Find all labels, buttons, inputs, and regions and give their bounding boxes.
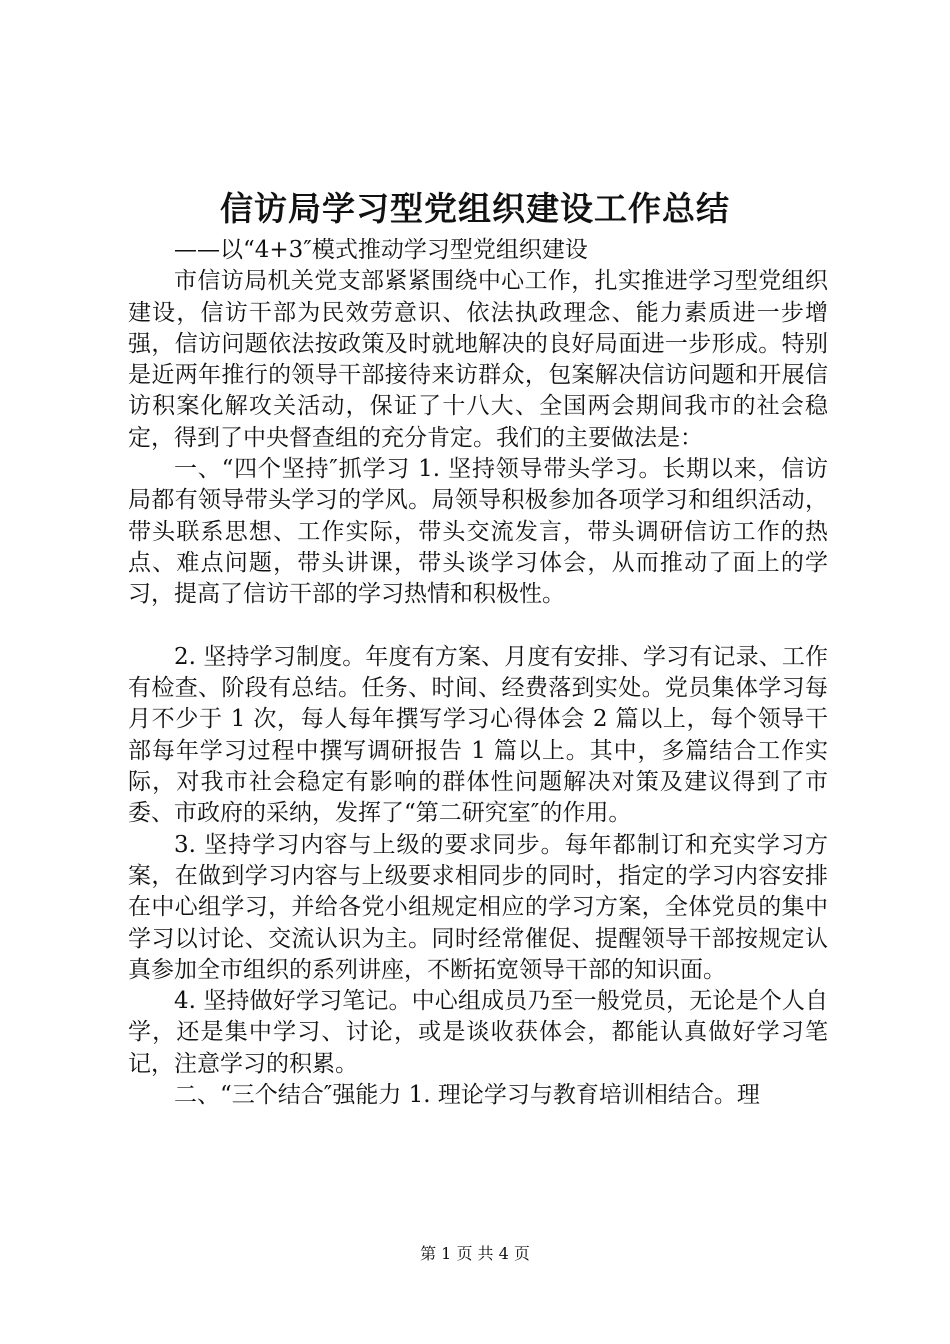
paragraph-section-one: 一、“四个坚持″抓学习 1. 坚持领导带头学习。长期以来，信访局都有领导带头学习的学风。局领导积极参加各项学习和组织活动，带头联系思想、工作实际，带头交流发言，带头调研信访工作的热点、难点问题，带头讲课，带头谈学习体会，从而推动了面上的学习，提高了信访干部的学习热情和积极性。 [128,456,828,608]
paragraph-section-two: 二、“三个结合″强能力 1. 理论学习与教育培训相结合。理 [174,1082,760,1109]
subtitle: ——以“4+3″模式推动学习型党组织建设 [174,237,588,263]
document-body [128,235,828,1111]
document-title: 信访局学习型党组织建设工作总结 [220,189,730,228]
paragraph-item-4: 4. 坚持做好学习笔记。中心组成员乃至一般党员，无论是个人自学，还是集中学习、讨论，或是谈收获体会，都能认真做好学习笔记，注意学习的积累。 [128,988,828,1077]
paragraph-intro: 市信访局机关党支部紧紧围绕中心工作，扎实推进学习型党组织建设，信访干部为民效劳意识、依法执政理念、能力素质进一步增强，信访问题依法按政策及时就地解决的良好局面进一步形成。特别是近两年推行的领导干部接待来访群众，包案解决信访问题和开展信访积案化解攻关活动，保证了十八大、全国两会期间我市的社会稳定，得到了中央督查组的充分肯定。我们的主要做法是： [128,268,828,451]
paragraph-item-3: 3. 坚持学习内容与上级的要求同步。每年都制订和充实学习方案，在做到学习内容与上级要求相同步的同时，指定的学习内容安排在中心组学习，并给各党小组规定相应的学习方案，全体党员的集中学习以讨论、交流认识为主。同时经常催促、提醒领导干部按规定认真参加全市组织的系列讲座，不断拓宽领导干部的知识面。 [128,831,828,983]
page-number-footer: 第 1 页 共 4 页 [420,1244,530,1263]
paragraph-item-2: 2. 坚持学习制度。年度有方案、月度有安排、学习有记录、工作有检查、阶段有总结。任务、时间、经费落到实处。党员集体学习每月不少于 1 次，每人每年撰写学习心得体会 2 篇以上，每个领导干部每年学习过程中撰写调研报告 1 篇以上。其中，多篇结合工作实际，对我市社会稳定有影响的群体性问题解决对策及建议得到了市委、市政府的采纳，发挥了“第二研究室″的作用。 [128,643,828,827]
